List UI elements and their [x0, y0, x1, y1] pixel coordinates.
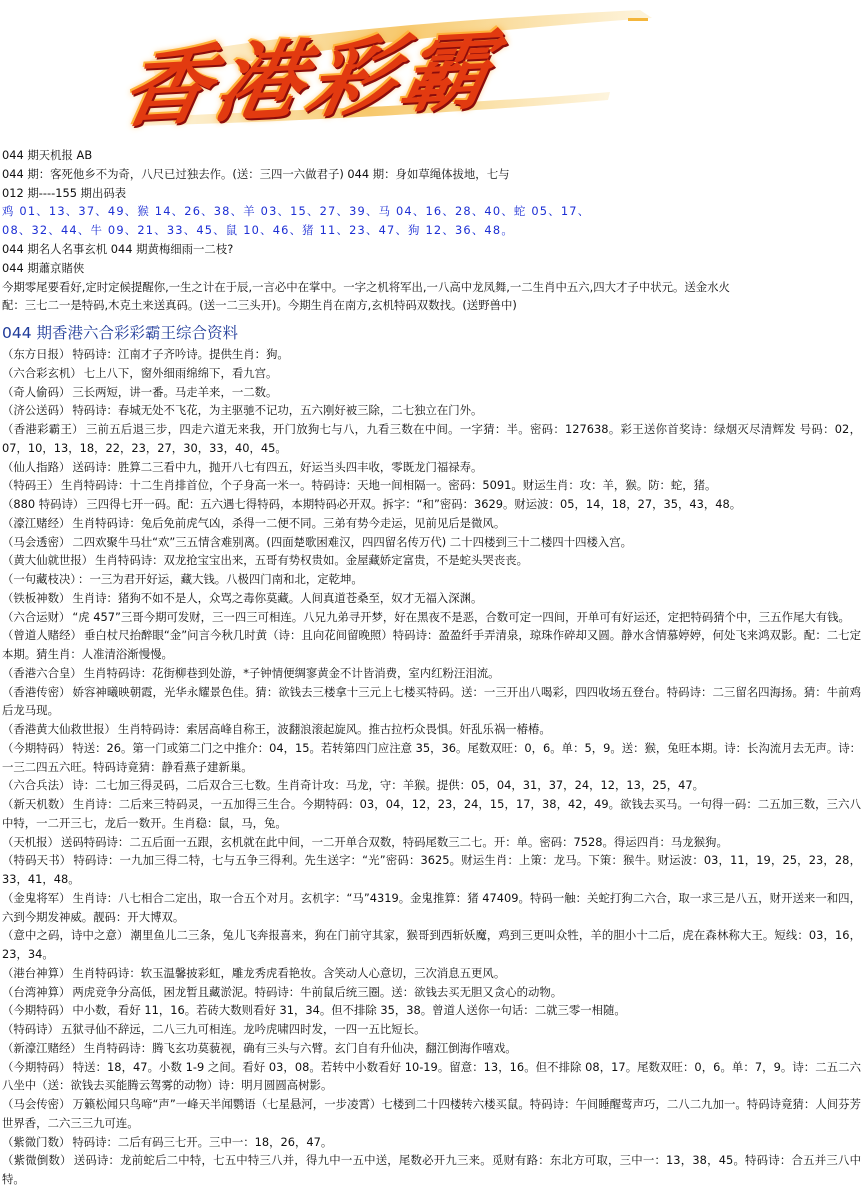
- entry-text: 二四欢聚牛马壮“欢”三五情含难别离。(四面楚歌困难汉，四四留名传万代) 二十四楼到三十二楼四十四楼入宫。: [72, 534, 633, 549]
- banner-title: 香港彩霸: [113, 19, 506, 140]
- entry-paragraph: [2, 1133, 861, 1152]
- entry-text: 娇容神曦映朝霞，光华永耀景色佳。猜：欲钱去三楼拿十三元上七楼买特码。送：一三开出八喝彩，四四收场五登台。特码诗：二三留名四海扬。猜：牛前鸡后龙马现。: [2, 684, 861, 718]
- entry-tag: （曾道人赌经）: [2, 628, 82, 643]
- entry-paragraph: [2, 495, 861, 514]
- entry-text: 特码诗：一九加三得二特，七与五争三得利。先生送字：“光”密码：3625。财运生肖：上策：龙马。下策：猴牛。财运波：03，11，19，25，23，28，33，41，48。: [2, 853, 861, 887]
- mid-line: 今期零尾要看好,定时定候提醒你,一生之计在于辰,一言必中在掌中。一字之机将军出,一八高中龙凤舞,一二生肖中五六,四大才子中状元。送金水火: [2, 279, 730, 294]
- entry-text: 生肖特码诗：腾飞玄功莫藐视，确有三头与六臂。玄门自有升仙决，翻江倒海作嘻戏。: [83, 1040, 517, 1055]
- entry-text: 生肖诗：八七相合二定出，取一合五个对月。玄机字：“马”4319。金鬼推算：猪 47409。特码一触：关蛇打狗二六合，取一求三是八五，财开送来一和四，六到今期发神威。靓码：开大博双。: [2, 890, 861, 924]
- entry-tag: （濠江赌经）: [2, 515, 71, 530]
- entry-tag: （仙人指路）: [2, 459, 71, 474]
- entry-tag: （马会透密）: [2, 534, 71, 549]
- entry-tag: （特码诗）: [2, 1022, 59, 1037]
- entry-paragraph: [2, 570, 861, 589]
- entry-text: 送码诗：龙前蛇后二中特，七五中特三八并，得九中一五中送，尾数必开九三来。觅财有路：东北方可取，三中一：13，38，45。特码诗：合五并三八中特。: [2, 1153, 861, 1187]
- entry-tag: （今期特码）: [2, 1003, 71, 1018]
- entry-paragraph: [2, 1001, 861, 1020]
- entry-text: 生肖特码诗：双龙抢宝宝出来，五哥有势权贵如。金屋藏娇定富贵，不是蛇头哭丧丧。: [95, 553, 528, 568]
- entry-paragraph: [2, 401, 861, 420]
- number-row: 08、32、44、牛 09、21、33、45、鼠 10、46、猪 11、23、47、狗 12、36、48。: [2, 223, 514, 238]
- entry-tag: （特码王）: [2, 478, 59, 493]
- entry-tag: （新天机数）: [2, 797, 71, 812]
- entry-tag: （紫微门数）: [2, 1134, 71, 1149]
- entry-tag: （六合彩玄机）: [2, 365, 82, 380]
- entry-text: 五狱寻仙不辞远，二八三九可相连。龙吟虎啸四时发，一四一五比短长。: [60, 1022, 426, 1037]
- entry-paragraph: [2, 608, 861, 627]
- entry-tag: （奇人偷码）: [2, 384, 71, 399]
- entry-paragraph: [2, 851, 861, 889]
- mid-line: 044 期蕭京賭俠: [2, 260, 85, 275]
- entry-paragraph: [2, 833, 861, 852]
- entry-tag: （济公送码）: [2, 403, 71, 418]
- entry-paragraph: [2, 739, 861, 777]
- entry-tag: （香港传密）: [2, 684, 71, 699]
- entry-paragraph: [2, 533, 861, 552]
- entry-tag: （港台神算）: [2, 965, 71, 980]
- entry-tag: （一句藏枝决）: [2, 572, 77, 587]
- entry-paragraph: [2, 1020, 861, 1039]
- entry-text: 生肖诗：二后来三特码灵，一五加得三生合。今期特码：03，04，12，23，24，15，17，38，42，49。欲钱去买马。一句得一码：二五加三数，三六八中特，一二开三七，龙后一数开。生肖稳：鼠，马，兔。: [2, 797, 861, 830]
- entry-tag: （紫微倒数）: [2, 1153, 72, 1168]
- entry-paragraph: [2, 1058, 861, 1096]
- entry-text: 生肖诗：猪狗不如不是人，众骂之毒你莫藏。人间真道苍桑至，奴才无福入深渊。: [72, 590, 483, 605]
- entry-text: 生肖特码诗：十二生肖排首位，个子身高一米一。特码诗：天地一间相隔一。密码：5091。财运生肖：攻：羊，猴。防：蛇，猪。: [60, 478, 717, 493]
- entry-tag: （六合运财）: [2, 609, 71, 624]
- entry-text: 生肖特码诗：软玉温馨披彩虹，雕龙秀虎看艳妆。含笑动人心意切，三次消息五更风。: [72, 965, 506, 980]
- entry-tag: （香港六合皇）: [2, 665, 82, 680]
- entry-tag: （金鬼将军）: [2, 890, 71, 905]
- entry-paragraph: [2, 626, 861, 664]
- entry-text: 潮里鱼儿二三条，兔儿飞奔报喜来，狗在门前守其家，猴哥到西斩妖魔，鸡到三更叫众牲，羊的胆小十二后，虎在森林称大王。短线：03，16，23，34。: [2, 928, 861, 962]
- entry-paragraph: [2, 720, 861, 739]
- entry-tag: （香港黄大仙救世报）: [2, 722, 116, 737]
- entry-tag: （铁板神数）: [2, 590, 71, 605]
- entry-tag: （天机报）: [2, 834, 59, 849]
- entries-list: [2, 345, 861, 1189]
- entry-tag: （今期特码）: [2, 1059, 71, 1074]
- entry-text: 垂白杖尺抬醉眼“金”问言今秋几时黄（诗：且向花间留晚照）特码诗：盈盈纤手弄清泉，琼珠作碎却又圆。静水含情慕婷婷，何处飞来鸿双影。配：二七定本期。猜生肖：人准清浴渐慢慢。: [2, 628, 861, 662]
- entry-paragraph: [2, 776, 861, 795]
- entry-text: 三四得七开一码。配：五六遇七得特码，本期特码必开双。拆字：“和”密码：3629。财运波：05，14，18，27，35，43，48。: [86, 497, 742, 512]
- mid-line: 配：三七二一是特码,木克土来送真码。(送一二三头开)。今期生肖在南方,玄机特码双数找。(送野兽中): [2, 298, 517, 313]
- entry-text: 三长两短，讲一番。马走羊来，一二数。: [72, 384, 278, 399]
- entry-paragraph: [2, 364, 861, 383]
- number-row: 鸡 01、13、37、49、猴 14、26、38、羊 03、15、27、39、马 04、16、28、40、蛇 05、17、: [2, 204, 591, 219]
- entry-tag: （黄大仙就世报）: [2, 553, 94, 568]
- entry-text: 特码诗：二后有码三七开。三中一：18，26，47。: [72, 1134, 333, 1149]
- top-line: 044 期：客死他乡不为奇，八尺已过独去作。(送：三四一六做君子) 044 期：身如草绳体拔地，七与: [2, 166, 510, 181]
- entry-paragraph: [2, 458, 861, 477]
- entry-paragraph: [2, 683, 861, 721]
- entry-text: 生肖特码诗：兔后免前虎气凶，杀得一二便不同。三弟有势今走运，见前见后是微风。: [72, 515, 506, 530]
- entry-paragraph: [2, 1095, 861, 1133]
- entry-text: 特码诗：江南才子齐吟诗。提供生肖：狗。: [72, 347, 289, 362]
- entry-paragraph: [2, 983, 861, 1002]
- entry-paragraph: [2, 345, 861, 364]
- entry-tag: （今期特码）: [2, 740, 71, 755]
- entry-text: ：一三为君开好运，藏大钱。八极四门南和北，定乾坤。: [78, 572, 363, 587]
- entry-text: “虎 457”三哥今期可发财，三一四三可相连。八兄九弟寻开梦，好在黑夜不是恶，合数可定一四间，开单可有好运还，定把特码猜个中，三五作尾大有钱。: [72, 609, 850, 624]
- entry-paragraph: [2, 551, 861, 570]
- entry-tag: （意中之码，诗中之意）: [2, 928, 129, 943]
- banner: [0, 0, 863, 148]
- document-body: [2, 146, 861, 1189]
- entry-text: 特码诗：春城无处不飞花，为主驱驰不记功，五六刚好被三除，二七独立在门外。: [72, 403, 483, 418]
- entry-paragraph: [2, 664, 861, 683]
- entry-paragraph: [2, 1151, 861, 1189]
- entry-paragraph: [2, 420, 861, 458]
- entry-text: 特送：18，47。小数 1-9 之间。看好 03，08。若转中小数看好 10-19。留意：13，16。但不排除 08，17。尾数双旺：0，6。单：7，9。诗：二五二六八坐中（送：欲钱去买能腾云驾雾的动物）诗：明月圆圆高树影。: [2, 1059, 861, 1093]
- entry-text: 生肖特码诗：花街柳巷到处游，*子钟情便绸寥黄金不计皆消费，室内红粉汪泪流。: [83, 665, 500, 680]
- entry-paragraph: [2, 889, 861, 927]
- entry-paragraph: [2, 383, 861, 402]
- entry-tag: （香港彩霸王）: [2, 422, 84, 437]
- entry-paragraph: [2, 476, 861, 495]
- entry-text: 万籁松闻只鸟啼“声”一峰天半闻鹦语（七星悬河，一步凌霄）七楼到二十四楼转六楼买鼠。特码诗：午间睡醒莺声巧，二八二九加一。特码诗竟猜：人间芬芳世界香，二六三三九可连。: [2, 1097, 861, 1130]
- entry-tag: （马会传密）: [2, 1097, 71, 1112]
- entry-text: 两虎竞争分高低，困龙暂且藏淤泥。特码诗：牛前鼠后统三圈。送：欲钱去买无胆又贪心的动物。: [72, 984, 563, 999]
- entry-paragraph: [2, 514, 861, 533]
- entry-paragraph: [2, 926, 861, 964]
- entry-tag: （新濠江赌经）: [2, 1040, 82, 1055]
- entry-text: 送码特码诗：二五后面一五跟，玄机就在此中间，一二开单合双数，特码尾数三二七。开：单。密码：7528。得运四肖：马龙猴狗。: [60, 834, 728, 849]
- section-title: 044 期香港六合彩彩霸王综合资料: [2, 324, 239, 343]
- entry-tag: （台湾神算）: [2, 984, 71, 999]
- entry-text: 特送：26。第一门或第二门之中推介：04，15。若转第四门应注意 35，36。尾数双旺：0，6。单：5，9。送：猴，兔旺本期。诗：长沟流月去无声。诗：一三二四五六旺。特码诗竟猜：静看燕子建新巢。: [2, 740, 861, 774]
- top-line: 012 期----155 期出码表: [2, 185, 127, 200]
- entry-text: 七上八下，窗外细雨绵绵下，看九宫。: [83, 365, 278, 380]
- entry-paragraph: [2, 589, 861, 608]
- entry-tag: （880 特码诗）: [2, 497, 85, 512]
- top-line: 044 期天机报 AB: [2, 148, 93, 162]
- entry-text: 送码诗：胜算二三看中九，抛开八七有四五，好运当头四丰收，零既龙门福禄寿。: [72, 459, 483, 474]
- entry-text: 三前五后退三步，四走六道无来我，开门放狗七与八，九看三数在中间。一字猜：半。密码：127638。彩王送你首奖诗：绿烟灭尽清辉发 号码：02，07，10，13，18，22，23，27，30，33，40，45。: [2, 422, 861, 455]
- entry-tag: （六合兵法）: [2, 778, 71, 793]
- mid-line: 044 期名人名事玄机 044 期黄梅细雨一二枝?: [2, 241, 234, 256]
- entry-tag: （特码天书）: [2, 853, 72, 868]
- entry-text: 生肖特码诗：索居高峰自称王，波翻浪滚起旋风。推古拉朽众畏惧。奸乱乐祸一椿椿。: [117, 722, 551, 737]
- entry-text: 中小数，看好 11，16。若砖大数则看好 31，34。但不排除 35，38。曾道人送你一句话：二就三零一相随。: [72, 1003, 626, 1018]
- entry-text: 诗：二七加三得灵码，二后双合三七数。生肖奇计攻：马龙，守：羊猴。提供：05，04，31，37，24，12，13，25，47。: [72, 778, 704, 793]
- entry-tag: （东方日报）: [2, 347, 71, 362]
- entry-paragraph: [2, 964, 861, 983]
- entry-paragraph: [2, 795, 861, 833]
- entry-paragraph: [2, 1039, 861, 1058]
